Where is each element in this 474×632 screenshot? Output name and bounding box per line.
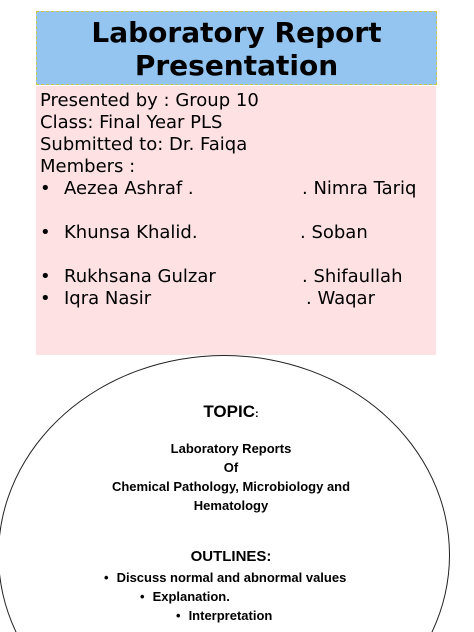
member-name-right: . Nimra Tariq bbox=[302, 178, 417, 199]
topic-line: Hematology bbox=[193, 498, 269, 513]
presented-by-text: Presented by : Group 10 bbox=[40, 90, 259, 111]
bullet-icon: • bbox=[176, 608, 181, 623]
bullet-icon: • bbox=[40, 178, 51, 199]
topic-ellipse bbox=[0, 355, 450, 632]
member-name-right: . Waqar bbox=[306, 288, 375, 309]
submitted-to-text: Submitted to: Dr. Faiqa bbox=[40, 134, 248, 155]
title-line-2: Presentation bbox=[134, 49, 339, 82]
outline-item-text: Discuss normal and abnormal values bbox=[116, 570, 347, 585]
topic-line: Laboratory Reports bbox=[170, 441, 292, 456]
member-name-left: Khunsa Khalid. bbox=[64, 222, 198, 243]
bullet-icon: • bbox=[140, 589, 145, 604]
member-row bbox=[40, 222, 436, 244]
topic-line: Chemical Pathology, Microbiology and bbox=[111, 479, 351, 494]
class-text: Class: Final Year PLS bbox=[40, 112, 223, 133]
members-label: Members : bbox=[40, 156, 136, 177]
title-line-1: Laboratory Report bbox=[91, 16, 382, 49]
bullet-icon: • bbox=[40, 288, 51, 309]
topic-line: Of bbox=[223, 460, 239, 475]
outline-item-text: Interpretation bbox=[188, 608, 273, 623]
member-name-left: Aezea Ashraf . bbox=[64, 178, 194, 199]
member-row bbox=[40, 288, 436, 310]
member-row bbox=[40, 178, 436, 200]
bullet-icon: • bbox=[104, 570, 109, 585]
bullet-icon: • bbox=[40, 222, 51, 243]
topic-heading-colon: : bbox=[254, 408, 259, 420]
outline-item-text: Explanation. bbox=[152, 589, 230, 604]
member-name-right: . Shifaullah bbox=[302, 266, 403, 287]
title-banner bbox=[36, 11, 437, 85]
outlines-heading: OUTLINES: bbox=[190, 548, 272, 565]
topic-heading-text: TOPIC bbox=[203, 402, 255, 421]
member-row bbox=[40, 266, 436, 288]
member-name-left: Iqra Nasir bbox=[64, 288, 152, 309]
bullet-icon: • bbox=[40, 266, 51, 287]
member-name-left: Rukhsana Gulzar bbox=[64, 266, 216, 287]
member-name-right: . Soban bbox=[300, 222, 368, 243]
info-panel bbox=[36, 86, 436, 355]
